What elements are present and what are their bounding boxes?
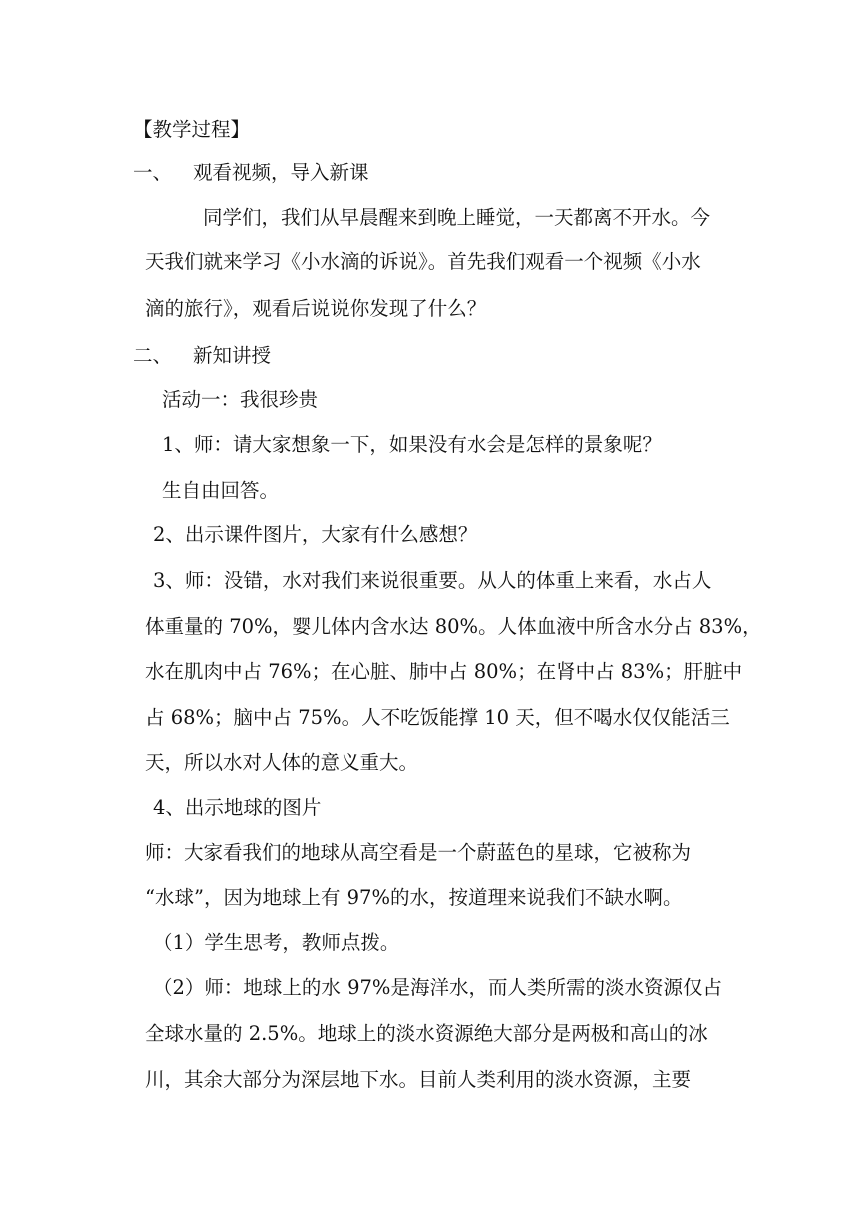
sub-item-1: （1）学生思考，教师点拨。: [153, 931, 400, 954]
item-1: 1、师：请大家想象一下，如果没有水会是怎样的景象呢？: [162, 433, 662, 456]
item-1-answer: 生自由回答。: [162, 479, 280, 502]
part2-number: 二、: [133, 344, 173, 367]
part1-paragraph-line-3: 滴的旅行》，观看后说说你发现了什么？: [145, 297, 487, 320]
item-3-line-2: 体重量的 70%，婴儿体内含水达 80%。人体血液中所含水分占 83%，: [145, 615, 762, 638]
sub-item-2-line-3: 川，其余大部分为深层地下水。目前人类利用的淡水资源，主要: [145, 1068, 692, 1091]
part1-paragraph-line-2: 天我们就来学习《小水滴的诉说》。首先我们观看一个视频《小水: [145, 250, 701, 273]
part1-paragraph-line-1: 同学们，我们从早晨醒来到晚上睡觉，一天都离不开水。今: [203, 206, 711, 229]
item-3-line-3: 水在肌肉中占 76%；在心脏、肺中占 80%；在肾中占 83%；肝脏中: [145, 660, 743, 683]
part2-title: 新知讲授: [193, 344, 272, 367]
item-3-line-5: 天，所以水对人体的意义重大。: [145, 751, 419, 774]
item-2: 2、出示课件图片，大家有什么感想？: [153, 523, 478, 546]
sub-item-2-line-1: （2）师：地球上的水 97%是海洋水，而人类所需的淡水资源仅占: [153, 976, 722, 999]
teacher-line-1: 师：大家看我们的地球从高空看是一个蔚蓝色的星球，它被称为: [145, 841, 692, 864]
section-title: 【教学过程】: [133, 118, 251, 141]
item-3-line-4: 占 68%；脑中占 75%。人不吃饭能撑 10 天，但不喝水仅仅能活三: [145, 706, 730, 729]
sub-item-2-line-2: 全球水量的 2.5%。地球上的淡水资源绝大部分是两极和高山的冰: [145, 1022, 708, 1045]
teacher-line-2: “水球”，因为地球上有 97%的水，按道理来说我们不缺水啊。: [145, 886, 683, 909]
item-3-line-1: 3、师：没错，水对我们来说很重要。从人的体重上来看，水占人: [153, 569, 712, 592]
activity-title: 活动一：我很珍贵: [162, 388, 319, 411]
part1-title: 观看视频，导入新课: [193, 161, 369, 184]
part1-number: 一、: [133, 161, 173, 184]
item-4: 4、出示地球的图片: [153, 796, 322, 819]
